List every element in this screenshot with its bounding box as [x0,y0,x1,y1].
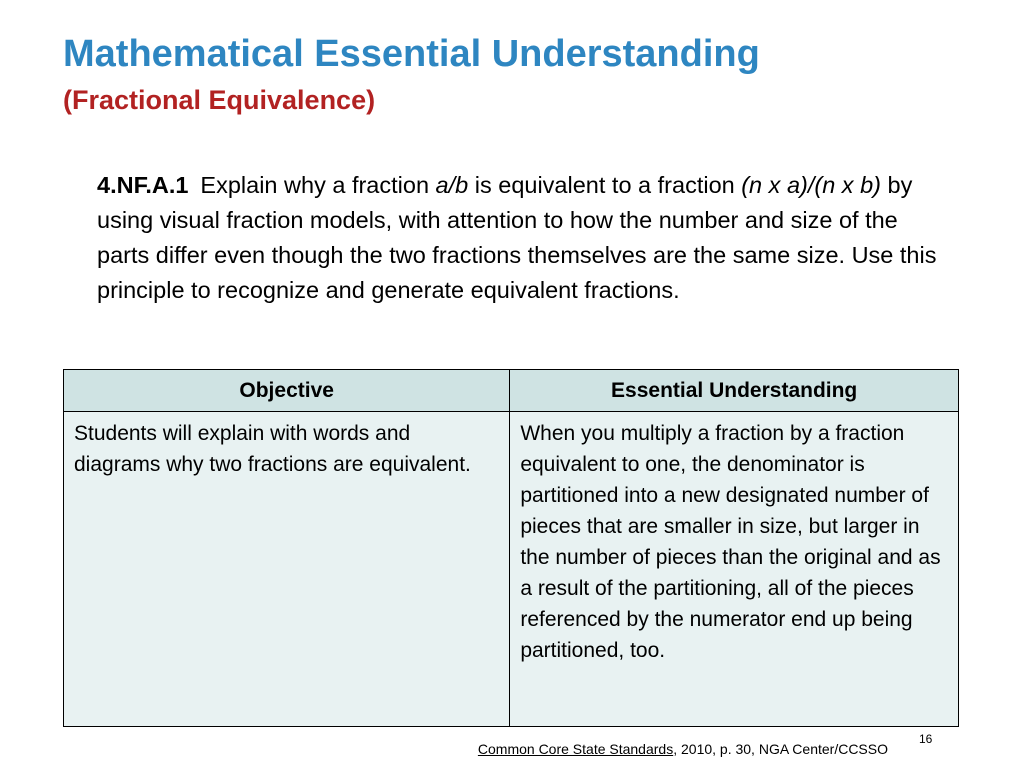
ccss-link[interactable]: Common Core State Standards [477,741,674,757]
citation [478,740,888,758]
standard-text-part-2: is equivalent to a fraction [468,172,742,198]
essential-understanding-cell: When you multiply a fraction by a fraction equivalent to one, the denominator is partitioned into a new designated number of pieces that are smaller in size, but larger in the number of pieces than the original and as a result of the partitioning, all of the pieces referenced by the numerator end up being partitioned, too. [510,412,959,727]
page-number: 16 [919,732,933,746]
table-header-row [64,370,959,412]
slide-subtitle: (Fractional Equivalence) [63,85,376,115]
standard-text [97,168,939,308]
standard-text-part-1: Explain why a fraction [200,172,436,198]
header-essential-understanding: Essential Understanding [510,370,959,412]
header-objective: Objective [64,370,510,412]
objective-understanding-table [63,369,959,727]
standard-text-part-3: by using visual fraction models, with attention to how the number and size of the parts differ even though the two fractions themselves are the same size. Use this principle to recognize and generate equivalent fractions. [97,172,937,303]
standard-code: 4.NF.A.1 [97,172,189,198]
fraction-a-over-b: a/b [435,172,469,198]
citation-details: , 2010, p. 30, NGA Center/CCSSO [673,741,888,757]
table-row [64,412,959,727]
slide-title: Mathematical Essential Understanding [63,33,760,75]
fraction-na-over-nb: (n x a)/(n x b) [741,172,881,198]
objective-cell: Students will explain with words and diagrams why two fractions are equivalent. [64,412,510,727]
